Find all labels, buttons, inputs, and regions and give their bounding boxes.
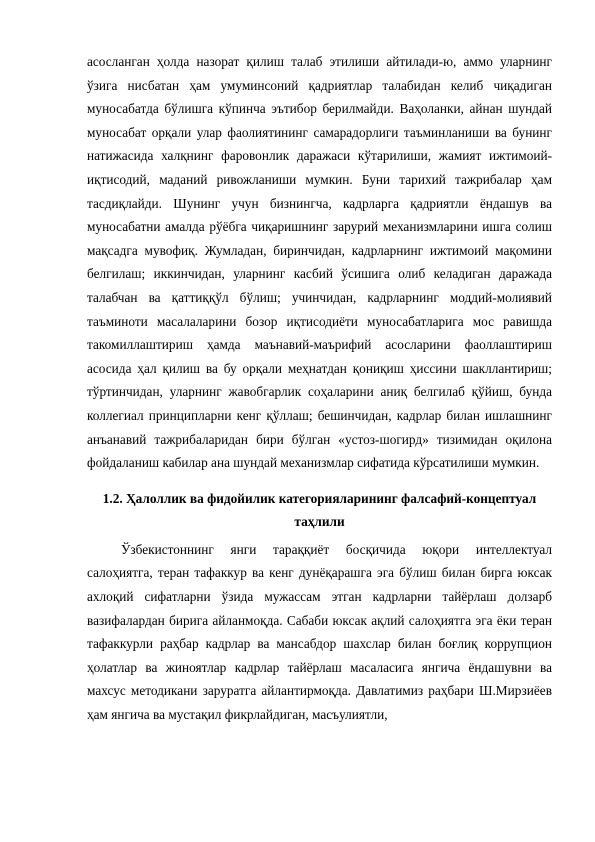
- body-paragraph-2: Ўзбекистоннинг янги тараққиёт босқичида юқори интеллектуал салоҳиятга, теран тафаккур ва кенг дунёқарашга эга бўлиш билан бирга юксак ахлоқий сифатларни ўзида мужассам этган кадрларни тайёрлаш долзарб вазифалардан бирига айланмоқда. Сабаби юксак ақлий салоҳиятга эга ёки теран тафаккурли раҳбар кадрлар ва мансабдор шахслар билан боғлиқ коррупцион ҳолатлар ва жиноятлар кадрлар тайёрлаш масаласига янгича ёндашувни ва махсус методикани заруратга айлантирмоқда. Давлатимиз раҳбари Ш.Мирзиёев ҳам янгича ва мустақил фикрлайдиган, масъулиятли,: [87, 541, 552, 723]
- body-paragraph-1: асосланган ҳолда назорат қилиш талаб этилиши айтилади-ю, аммо уларнинг ўзига нисбатан ҳам умуминсоний қадриятлар талабидан келиб чиқадиган муносабатда бўлишга кўпинча эътибор берилмайди. Ваҳоланки, айнан шундай муносабат орқали улар фаолиятининг самарадорлиги таъминланиши ва бунинг натижасида халқнинг фаровонлик даражаси кўтарилиши, жамият ижтимоий-иқтисодий, маданий ривожланиши мумкин. Буни тарихий тажрибалар ҳам тасдиқлайди. Шунинг учун бизнингча, кадрларга қадриятли ёндашув ва муносабатни амалда рўёбга чиқаришнинг зарурий механизмларини ишга солиш мақсадга мувофиқ. Жумладан, биринчидан, кадрларнинг ижтимоий мақомини белгилаш; иккинчидан, уларнинг касбий ўсишига олиб келадиган даражада талабчан ва қаттиққўл бўлиш; учинчидан, кадрларнинг моддий-молиявий таъминоти масалаларини бозор иқтисодиёти муносабатларига мос равишда такомиллаштириш ҳамда маънавий-маърифий асосларини фаоллаштириш асосида ҳал қилиш ва бу орқали меҳнатдан қониқиш ҳиссини шакллантириш; тўртинчидан, уларнинг жавобгарлик соҳаларини аниқ белгилаб қўйиш, бунда коллегиал принципларни кенг қўллаш; бешинчидан, кадрлар билан ишлашнинг анъанавий тажрибаларидан бири бўлган «устоз-шогирд» тизимидан оқилона фойдаланиш кабилар ана шундай механизмлар сифатида кўрсатилиши мумкин.: [87, 54, 552, 471]
- document-page: [87, 50, 552, 727]
- section-heading: 1.2. Ҳалоллик ва фидойилик категорияларининг фалсафий-концептуал таҳлили: [102, 490, 537, 530]
